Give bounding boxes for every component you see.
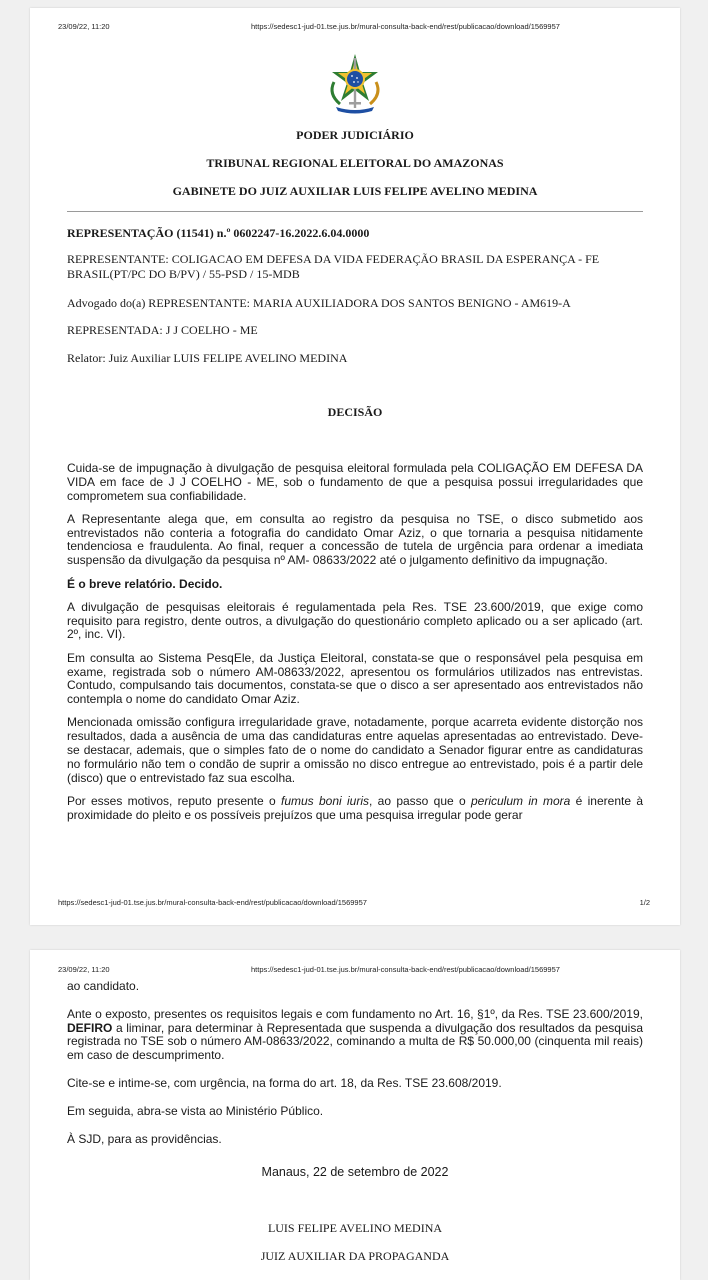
print-url[interactable]: https://sedesc1-jud-01.tse.jus.br/mural-consulta-back-end/rest/publicacao/download/1569957: [251, 22, 560, 31]
paragraph-regulation: A divulgação de pesquisas eleitorais é regulamentada pela Res. TSE 23.600/2019, que exige como requisito para registro, dente outros, a divulgação do questionário completo aplicado ou a ser aplicado (art. 2º, inc. VI).: [67, 599, 643, 642]
paragraph-sjd: À SJD, para as providências.: [67, 1131, 222, 1146]
decision-title: DECISÃO: [327, 405, 383, 419]
print-datetime: 23/09/22, 11:20: [58, 22, 110, 31]
page-number: 1/2: [639, 898, 650, 907]
place-date: Manaus, 22 de setembro de 2022: [261, 1165, 449, 1179]
paragraph-pesqele: Em consulta ao Sistema PesqEle, da Justiça Eleitoral, constata-se que o responsável pela pesquisa em exame, registrada sob o número AM-08633/2022, apresentou os formulários utilizados nas entrevistas. Contudo, compulsando tais documentos, constata-se que o disco a ser apresentado aos entrevistados não contempla o nome do candidato Omar Aziz.: [67, 650, 643, 707]
court-branch-title: PODER JUDICIÁRIO: [296, 128, 414, 142]
paragraph-summons: Cite-se e intime-se, com urgência, na forma do art. 18, da Res. TSE 23.608/2019.: [67, 1075, 502, 1090]
paragraph-ruling: Ante o exposto, presentes os requisitos legais e com fundamento no Art. 16, §1º, da Res. TSE 23.600/2019, DEFIRO a liminar, para determinar à Representada que suspenda a divulgação dos resultados da pesquisa registrada no TSE sob o número AM-08633/2022, cominando a multa de R$ 50.000,00 (cinquenta mil reais) em caso de descumprimento.: [67, 1006, 643, 1063]
paragraph-summary: Cuida-se de impugnação à divulgação de pesquisa eleitoral formulada pela COLIGAÇÃO EM DEFESA DA VIDA em face de J J COELHO - ME, sob o fundamento de que a pesquisa possui irregularidades que comprometem sua confiabilidade.: [67, 461, 643, 503]
paragraph-allegation: A Representante alega que, em consulta ao registro da pesquisa no TSE, o disco submetido aos entrevistados não conteria a fotografia do candidato Omar Aziz, o que tornaria a pesquisa nitidamente tendenciosa e fraudulenta. Ao final, requer a concessão de tutela de urgência para ordenar a imediata suspensão da divulgação da pesquisa nº AM- 08633/2022 até o julgamento definitivo da impugnação.: [67, 511, 643, 568]
print-url[interactable]: https://sedesc1-jud-01.tse.jus.br/mural-consulta-back-end/rest/publicacao/download/1569957: [251, 965, 560, 974]
footer-url[interactable]: https://sedesc1-jud-01.tse.jus.br/mural-consulta-back-end/rest/publicacao/download/1569957: [58, 898, 367, 907]
representada-line: REPRESENTADA: J J COELHO - ME: [67, 323, 258, 337]
print-footer: [58, 898, 652, 907]
paragraph-continuation: ao candidato.: [67, 979, 140, 993]
representante-line: REPRESENTANTE: COLIGACAO EM DEFESA DA VIDA FEDERAÇÃO BRASIL DA ESPERANÇA - FE BRASIL(PT/PC DO B/PV) / 55-PSD / 15-MDB: [67, 252, 600, 281]
signer-name: LUIS FELIPE AVELINO MEDINA: [267, 1221, 443, 1235]
advogado-line: Advogado do(a) REPRESENTANTE: MARIA AUXILIADORA DOS SANTOS BENIGNO - AM619-A: [67, 296, 571, 310]
decision-body-continued: [67, 980, 643, 1156]
case-number: REPRESENTAÇÃO (11541) n.º 0602247-16.2022.6.04.0000: [67, 226, 370, 240]
paragraph-reasons: Por esses motivos, reputo presente o fumus boni iuris, ao passo que o periculum in mora é inerente à proximidade do pleito e os possíveis prejuízos que uma pesquisa irregular pode gerar: [67, 793, 643, 822]
signer-role: JUIZ AUXILIAR DA PROPAGANDA: [260, 1249, 450, 1263]
chamber-title: GABINETE DO JUIZ AUXILIAR LUIS FELIPE AVELINO MEDINA: [172, 184, 538, 198]
paragraph-ministry: Em seguida, abra-se vista ao Ministério Público.: [67, 1103, 324, 1118]
court-name-title: TRIBUNAL REGIONAL ELEITORAL DO AMAZONAS: [206, 156, 504, 170]
header-divider: [67, 211, 643, 212]
decision-body: [67, 462, 643, 832]
document-page-2: [30, 950, 680, 1280]
print-datetime: 23/09/22, 11:20: [58, 965, 110, 974]
paragraph-omission: Mencionada omissão configura irregularidade grave, notadamente, porque acarreta evidente distorção nos resultados, dada a ausência de uma das candidaturas entre aquelas apresentadas ao entrevistado. Deve-se destacar, ademais, que o simples fato de o nome do candidato a Senador figurar entre as candidaturas no formulário não tem o condão de suprir a omissão no disco entregue ao entrevistado, pois é a partir dele (disco) que o entrevistado faz sua escolha.: [67, 715, 643, 785]
relator-line: Relator: Juiz Auxiliar LUIS FELIPE AVELINO MEDINA: [67, 351, 348, 365]
brazil-coat-of-arms-icon: [322, 52, 388, 114]
paragraph-report-end: É o breve relatório. Decido.: [67, 576, 223, 591]
document-page-1: [30, 8, 680, 925]
